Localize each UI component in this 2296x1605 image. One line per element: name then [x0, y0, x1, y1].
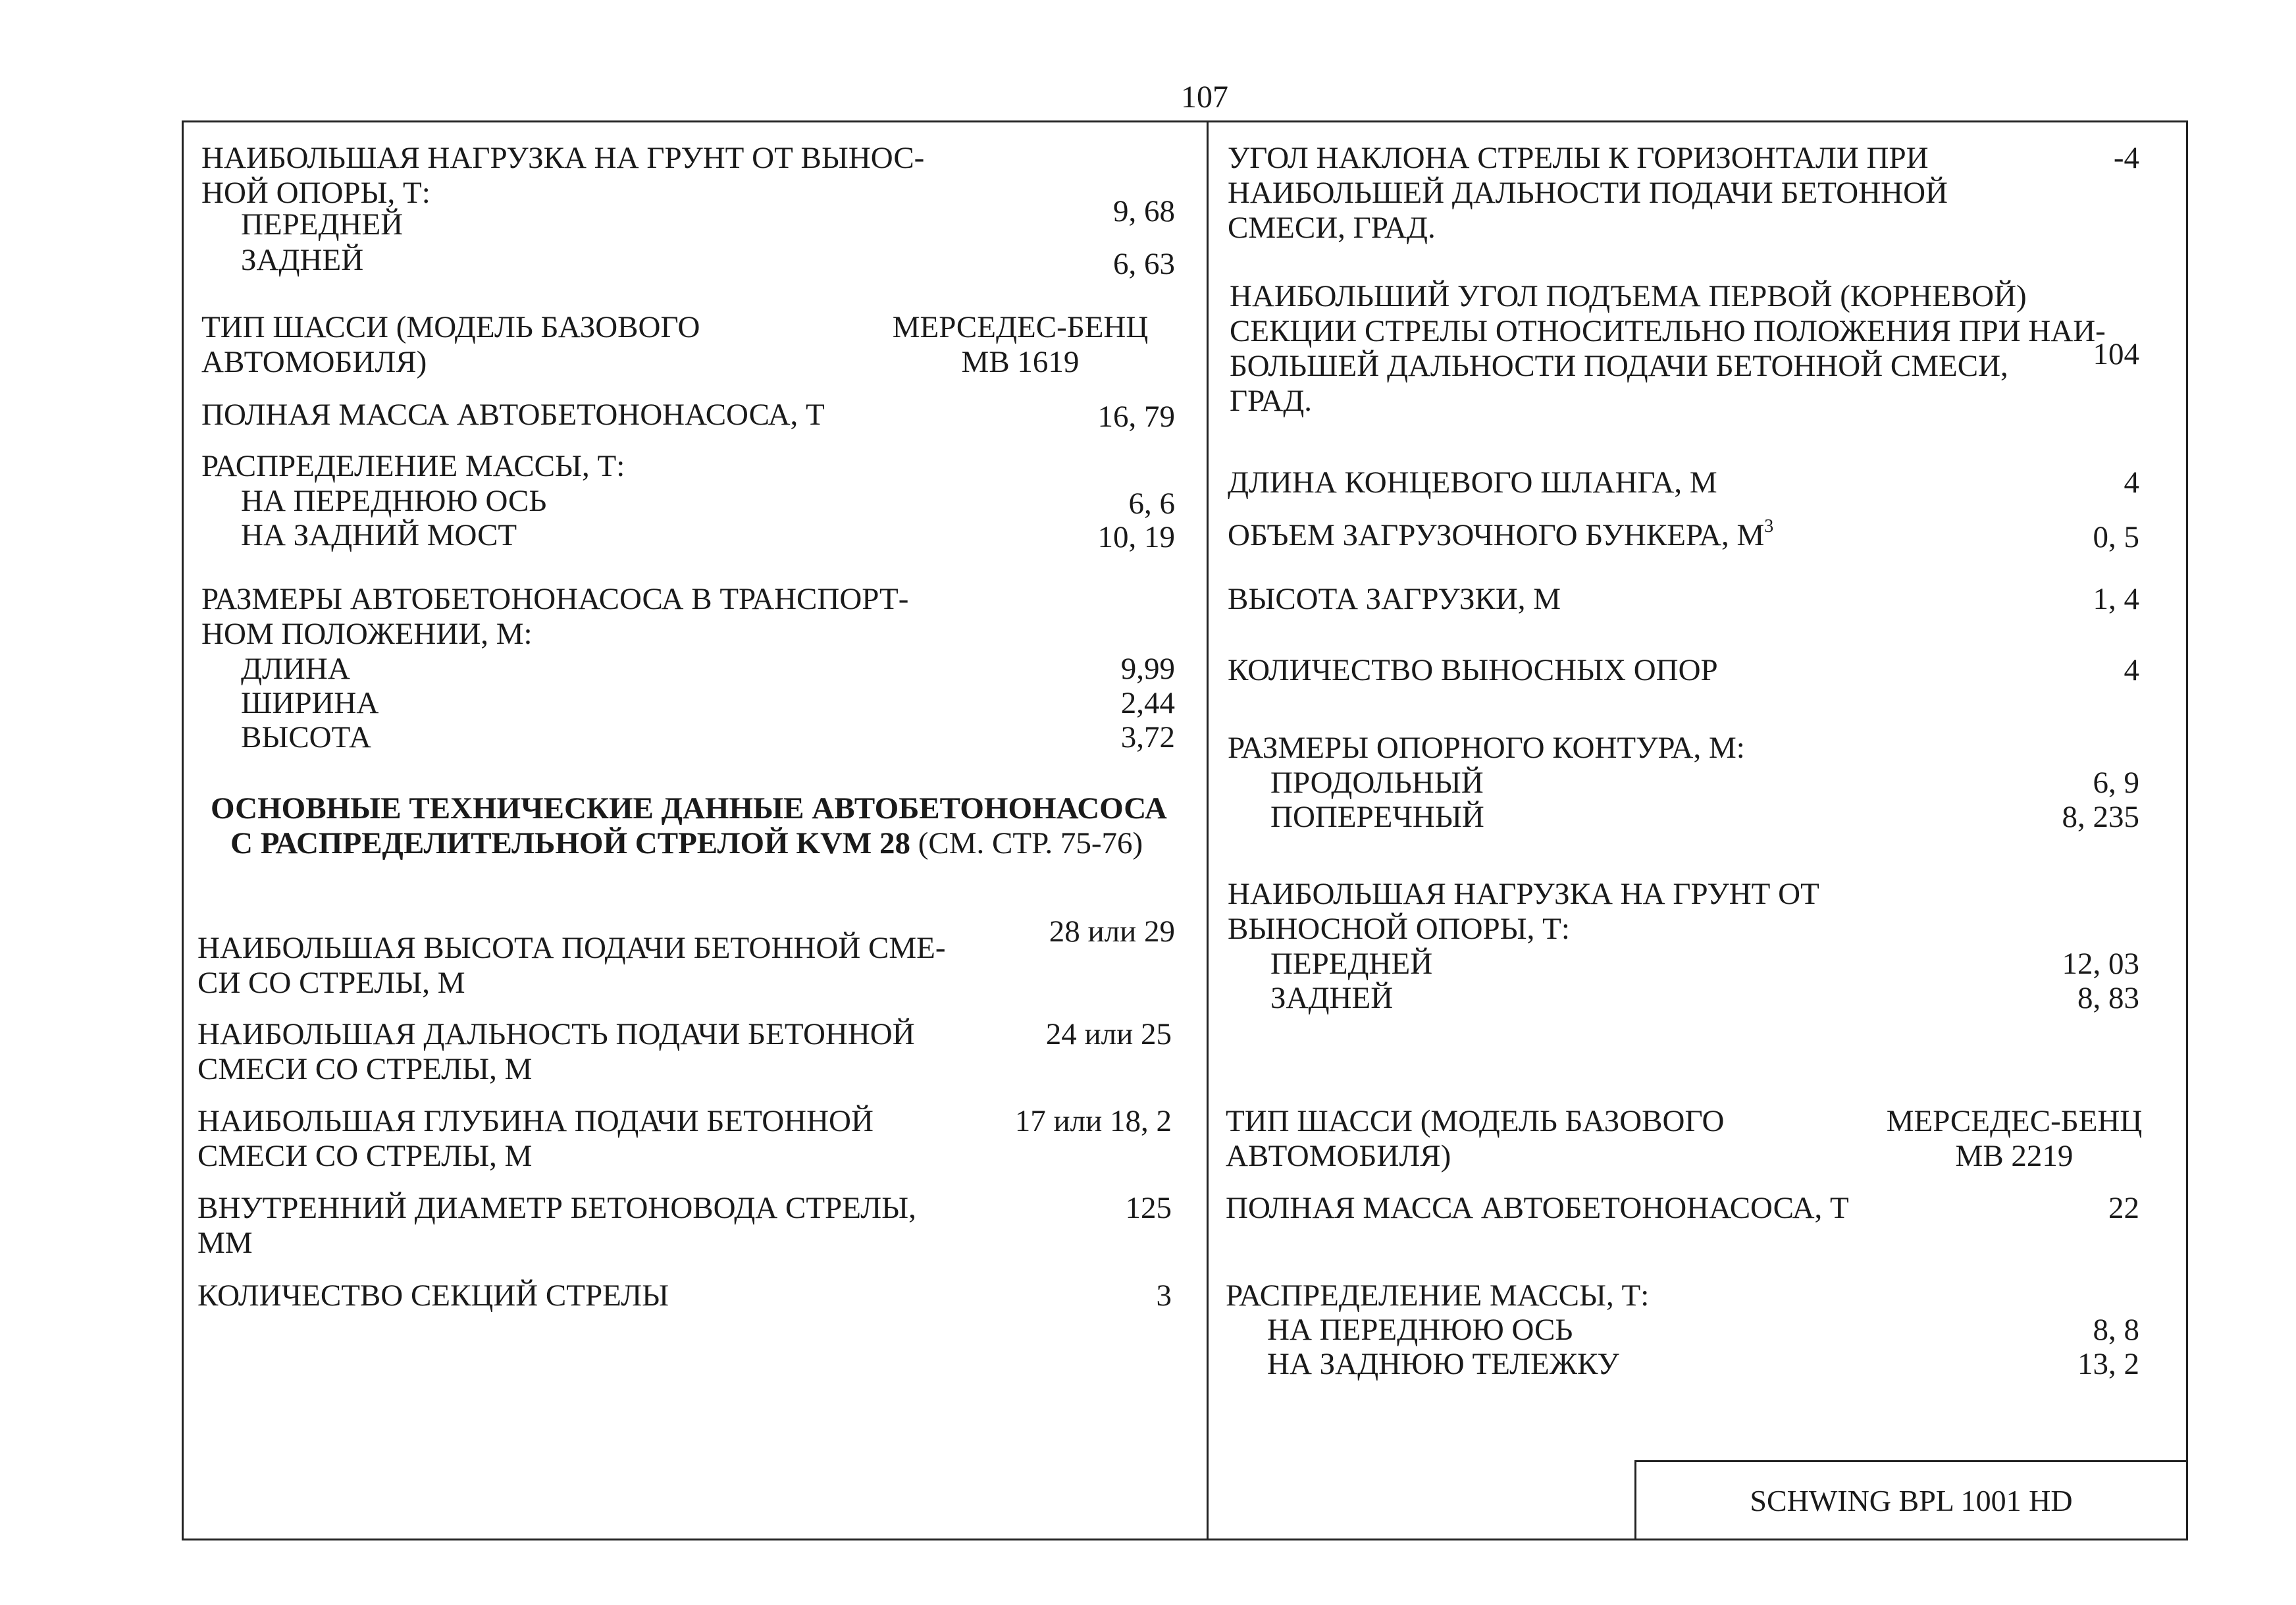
- left-max-depth-2: СМЕСИ СО СТРЕЛЫ, М: [197, 1139, 533, 1173]
- right-lift-3: БОЛЬШЕЙ ДАЛЬНОСТИ ПОДАЧИ БЕТОННОЙ СМЕСИ,: [1230, 349, 2008, 383]
- right-load-front-value: 12, 03: [2062, 947, 2139, 981]
- right-outriggers-value: 4: [2124, 653, 2139, 687]
- right-hose-label: ДЛИНА КОНЦЕВОГО ШЛАНГА, М: [1228, 465, 1717, 500]
- right-dist-rear-label: НА ЗАДНЮЮ ТЕЛЕЖКУ: [1267, 1347, 1619, 1381]
- section-heading-2-plain: (СМ. СТР. 75-76): [918, 826, 1143, 860]
- section-heading-2: [230, 828, 1143, 859]
- right-angle-2: НАИБОЛЬШЕЙ ДАЛЬНОСТИ ПОДАЧИ БЕТОННОЙ: [1228, 176, 1948, 210]
- right-load-rear-label: ЗАДНЕЙ: [1270, 981, 1394, 1015]
- right-outriggers-label: КОЛИЧЕСТВО ВЫНОСНЫХ ОПОР: [1228, 653, 1718, 687]
- left-max-height-value: 28 или 29: [1049, 914, 1175, 949]
- left-diam-1: ВНУТРЕННИЙ ДИАМЕТР БЕТОНОВОДА СТРЕЛЫ,: [197, 1191, 916, 1225]
- right-contour-long-value: 6, 9: [2093, 766, 2139, 800]
- section-heading-1: ОСНОВНЫЕ ТЕХНИЧЕСКИЕ ДАННЫЕ АВТОБЕТОНОНАСОСА: [211, 791, 1167, 826]
- right-contour-title: РАЗМЕРЫ ОПОРНОГО КОНТУРА, М:: [1228, 731, 1745, 765]
- right-dist-rear-value: 13, 2: [2077, 1347, 2139, 1381]
- right-lift-value: 104: [2093, 337, 2139, 371]
- left-dist-front-label: НА ПЕРЕДНЮЮ ОСЬ: [241, 484, 547, 518]
- left-max-height-2: СИ СО СТРЕЛЫ, М: [197, 966, 465, 1000]
- left-chassis-label-1: ТИП ШАССИ (МОДЕЛЬ БАЗОВОГО: [201, 310, 700, 344]
- right-dist-title: РАСПРЕДЕЛЕНИЕ МАССЫ, Т:: [1226, 1278, 1650, 1313]
- left-max-height-1: НАИБОЛЬШАЯ ВЫСОТА ПОДАЧИ БЕТОННОЙ СМЕ-: [197, 931, 946, 965]
- right-hopper-label: [1228, 516, 1774, 552]
- right-chassis-label-2: АВТОМОБИЛЯ): [1226, 1139, 1451, 1173]
- left-chassis-value-1: МЕРСЕДЕС-БЕНЦ: [892, 310, 1149, 344]
- left-dist-title: РАСПРЕДЕЛЕНИЕ МАССЫ, Т:: [201, 449, 625, 483]
- right-chassis-value-2: МВ 2219: [1955, 1139, 2074, 1173]
- left-max-depth-value: 17 или 18, 2: [1014, 1104, 1172, 1138]
- right-load-rear-value: 8, 83: [2077, 981, 2139, 1015]
- left-chassis-value-2: МВ 1619: [961, 345, 1080, 379]
- right-load-title-1: НАИБОЛЬШАЯ НАГРУЗКА НА ГРУНТ ОТ: [1228, 877, 1819, 911]
- right-lift-2: СЕКЦИИ СТРЕЛЫ ОТНОСИТЕЛЬНО ПОЛОЖЕНИЯ ПРИ НАИ-: [1230, 314, 2106, 348]
- right-chassis-label-1: ТИП ШАССИ (МОДЕЛЬ БАЗОВОГО: [1226, 1104, 1725, 1138]
- left-load-front-value: 9, 68: [1113, 194, 1175, 228]
- left-load-title-2: НОЙ ОПОРЫ, Т:: [201, 176, 430, 210]
- left-sections-label: КОЛИЧЕСТВО СЕКЦИЙ СТРЕЛЫ: [197, 1278, 669, 1313]
- left-max-range-value: 24 или 25: [1045, 1017, 1172, 1051]
- left-dims-title-1: РАЗМЕРЫ АВТОБЕТОНОНАСОСА В ТРАНСПОРТ-: [201, 582, 909, 616]
- left-height-label: ВЫСОТА: [241, 720, 371, 754]
- page-number: 107: [1181, 80, 1228, 115]
- left-height-value: 3,72: [1120, 720, 1175, 754]
- left-length-label: ДЛИНА: [241, 652, 350, 686]
- column-divider: [1207, 120, 1209, 1540]
- left-max-range-1: НАИБОЛЬШАЯ ДАЛЬНОСТЬ ПОДАЧИ БЕТОННОЙ: [197, 1017, 915, 1051]
- left-max-range-2: СМЕСИ СО СТРЕЛЫ, М: [197, 1052, 533, 1086]
- left-load-front-label: ПЕРЕДНЕЙ: [241, 207, 404, 242]
- right-load-height-label: ВЫСОТА ЗАГРУЗКИ, М: [1228, 582, 1561, 616]
- left-diam-2: ММ: [197, 1226, 253, 1260]
- left-mass-value: 16, 79: [1097, 400, 1175, 434]
- right-load-height-value: 1, 4: [2093, 582, 2139, 616]
- left-dist-rear-value: 10, 19: [1097, 520, 1175, 554]
- right-lift-4: ГРАД.: [1230, 384, 1313, 418]
- right-dist-front-label: НА ПЕРЕДНЮЮ ОСЬ: [1267, 1313, 1573, 1347]
- left-dims-title-2: НОМ ПОЛОЖЕНИИ, М:: [201, 617, 533, 651]
- left-max-depth-1: НАИБОЛЬШАЯ ГЛУБИНА ПОДАЧИ БЕТОННОЙ: [197, 1104, 874, 1138]
- right-contour-cross-value: 8, 235: [2062, 800, 2139, 834]
- model-stamp: [1634, 1460, 2186, 1539]
- left-load-rear-label: ЗАДНЕЙ: [241, 243, 364, 277]
- right-mass-label: ПОЛНАЯ МАССА АВТОБЕТОНОНАСОСА, Т: [1226, 1191, 1849, 1225]
- section-heading-2-bold: С РАСПРЕДЕЛИТЕЛЬНОЙ СТРЕЛОЙ KVM 28: [230, 826, 911, 860]
- right-lift-1: НАИБОЛЬШИЙ УГОЛ ПОДЪЕМА ПЕРВОЙ (КОРНЕВОЙ): [1230, 279, 2027, 313]
- left-length-value: 9,99: [1120, 652, 1175, 686]
- right-hose-value: 4: [2124, 465, 2139, 500]
- model-stamp-text: SCHWING BPL 1001 HD: [1750, 1484, 2073, 1517]
- left-mass-label: ПОЛНАЯ МАССА АВТОБЕТОНОНАСОСА, Т: [201, 398, 825, 432]
- right-contour-cross-label: ПОПЕРЕЧНЫЙ: [1270, 800, 1484, 834]
- left-width-value: 2,44: [1120, 686, 1175, 720]
- left-dist-rear-label: НА ЗАДНИЙ МОСТ: [241, 518, 517, 552]
- right-mass-value: 22: [2108, 1191, 2139, 1225]
- right-hopper-sup: 3: [1764, 516, 1774, 537]
- right-angle-3: СМЕСИ, ГРАД.: [1228, 211, 1436, 245]
- right-chassis-value-1: МЕРСЕДЕС-БЕНЦ: [1886, 1104, 2143, 1138]
- right-load-front-label: ПЕРЕДНЕЙ: [1270, 947, 1433, 981]
- right-angle-1: УГОЛ НАКЛОНА СТРЕЛЫ К ГОРИЗОНТАЛИ ПРИ: [1228, 141, 1929, 175]
- right-hopper-label-text: ОБЪЕМ ЗАГРУЗОЧНОГО БУНКЕРА, М: [1228, 518, 1765, 552]
- right-hopper-value: 0, 5: [2093, 520, 2139, 554]
- right-dist-front-value: 8, 8: [2093, 1313, 2139, 1347]
- left-load-title-1: НАИБОЛЬШАЯ НАГРУЗКА НА ГРУНТ ОТ ВЫНОС-: [201, 141, 925, 175]
- left-diam-value: 125: [1125, 1191, 1172, 1225]
- right-load-title-2: ВЫНОСНОЙ ОПОРЫ, Т:: [1228, 912, 1570, 946]
- left-load-rear-value: 6, 63: [1113, 247, 1175, 281]
- right-contour-long-label: ПРОДОЛЬНЫЙ: [1270, 766, 1484, 800]
- left-width-label: ШИРИНА: [241, 686, 379, 720]
- right-angle-value: -4: [2113, 141, 2139, 175]
- left-dist-front-value: 6, 6: [1128, 487, 1175, 521]
- left-sections-value: 3: [1156, 1278, 1172, 1313]
- left-chassis-label-2: АВТОМОБИЛЯ): [201, 345, 427, 379]
